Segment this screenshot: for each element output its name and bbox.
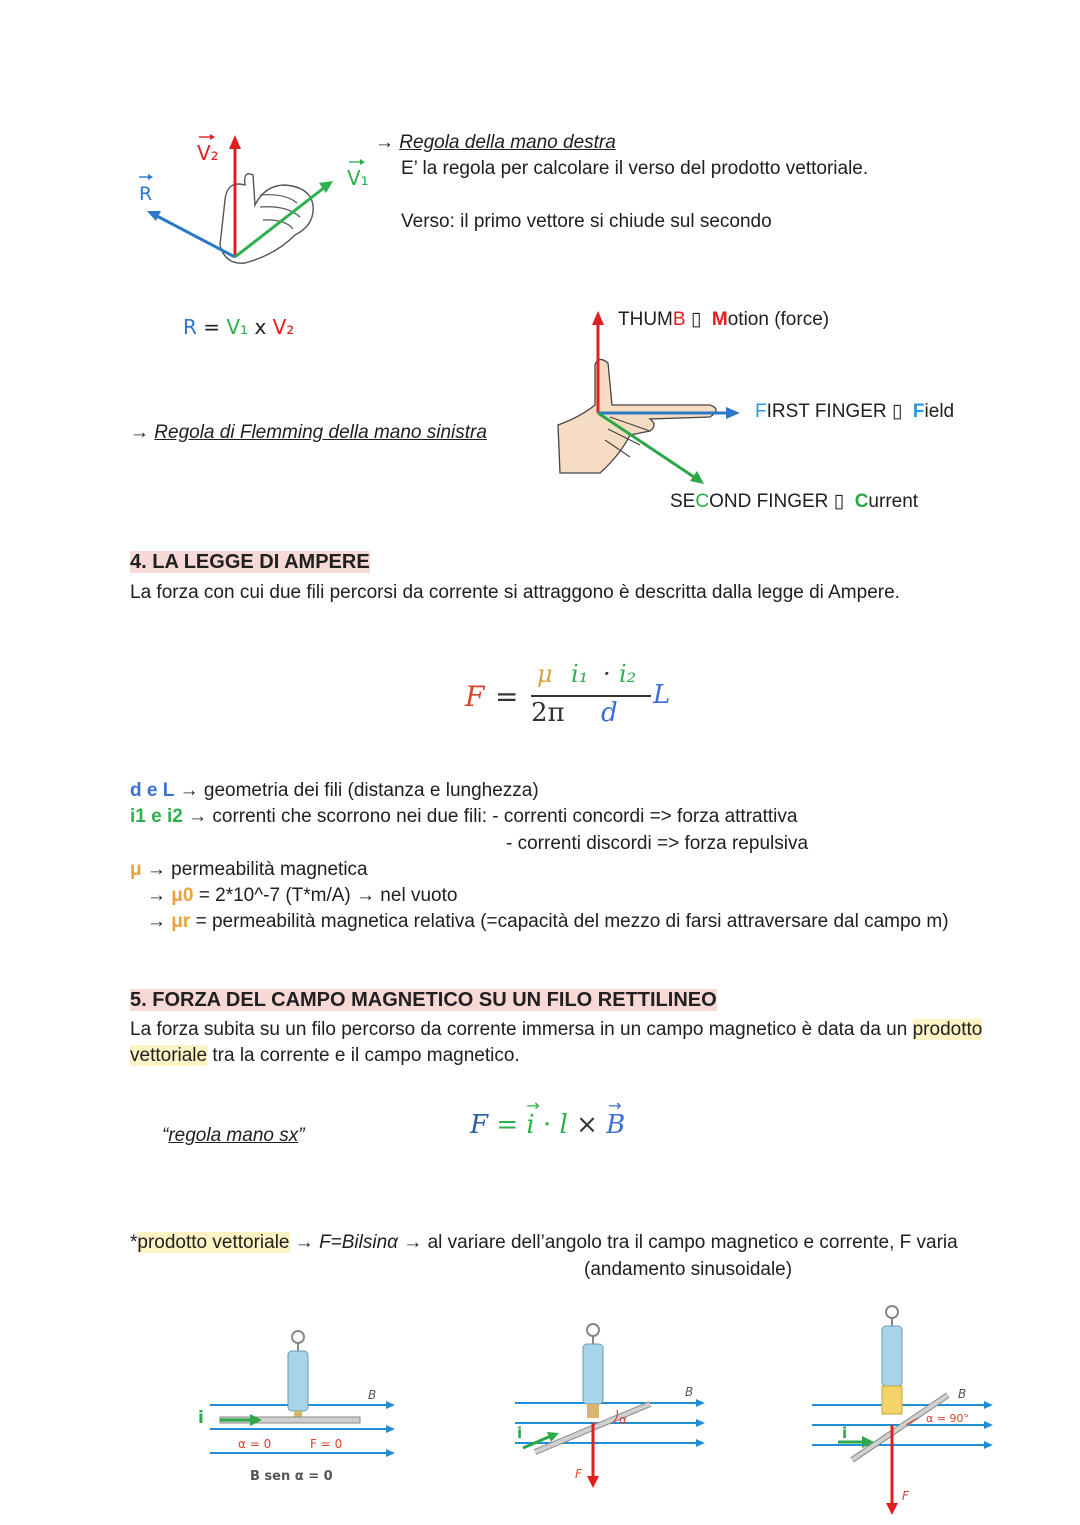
vector-product-note-2: (andamento sinusoidale) — [584, 1259, 793, 1280]
ampere-formula — [465, 660, 685, 740]
f-F: F — [465, 680, 485, 713]
f-eq: = — [495, 680, 519, 713]
label-v2: V₂ — [197, 141, 219, 165]
section5-intro-2: vettoriale tra la corrente e il campo magnetico. — [130, 1045, 520, 1066]
i-line: i1 e i2 → correnti che scorrono nei due fili: - correnti concordi => forza attrattiva — [130, 806, 798, 827]
f-d: d — [601, 698, 618, 728]
diag3-alpha: α = 90° — [926, 1412, 969, 1425]
rule-right-title: → Regola della mano destra — [375, 132, 616, 153]
box-glyph: ▯ — [833, 490, 845, 512]
f-i2: i₂ — [619, 660, 637, 688]
f-dot: · — [603, 660, 611, 688]
hand-sketch — [558, 359, 716, 473]
formula-x: x — [254, 315, 267, 339]
diag2-alpha: α — [619, 1413, 627, 1427]
i-line-2: - correnti discordi => forza repulsiva — [506, 833, 809, 854]
section4-heading: 4. LA LEGGE DI AMPERE — [130, 551, 370, 573]
f-i1: i₁ — [571, 660, 589, 688]
diagram-alpha-90 — [808, 1300, 1008, 1520]
first-finger-label: FIRST FINGER ▯ Field — [755, 400, 955, 422]
vector-product-note: *prodotto vettoriale → F=Bilsinα → al variare dell’angolo tra il campo magnetico e corrente, F varia — [130, 1232, 958, 1253]
cross-product-formula — [183, 314, 294, 340]
force-formula: F = i → · l × B → — [470, 1096, 626, 1140]
label-r: R — [139, 183, 153, 205]
diag1-b: B — [368, 1388, 377, 1402]
f-2pi: 2π — [531, 698, 565, 728]
mur-line: → μr = permeabilità magnetica relativa (=capacità del mezzo di farsi attraversare dal campo m) — [147, 911, 949, 932]
rule-left-title: → Regola di Flemming della mano sinistra — [130, 422, 487, 443]
rule-left-title-text: Regola di Flemming della mano sinistra — [154, 422, 487, 443]
diagram-alpha-generic — [505, 1318, 725, 1493]
diag3-b: B — [958, 1387, 967, 1401]
mu-line: μ → permeabilità magnetica — [130, 859, 368, 880]
formula-v1: V₁ — [226, 315, 249, 339]
formula-v2: V₂ — [272, 315, 295, 339]
rule-right-verso: Verso: il primo vettore si chiude sul secondo — [401, 211, 772, 232]
diag1-alpha: α = 0 — [238, 1437, 272, 1451]
rule-right-title-text: Regola della mano destra — [399, 132, 616, 153]
vec-i: i — [526, 1110, 535, 1140]
rule-sx: “regola mano sx” — [162, 1125, 305, 1146]
mu0-line: → μ0 = 2*10^-7 (T*m/A) → nel vuoto — [147, 885, 458, 906]
thumb-label: THUMB ▯ Motion (force) — [618, 308, 830, 330]
dl-line: d e L → geometria dei fili (distanza e lunghezza) — [130, 780, 539, 801]
diag1-force: F = 0 — [310, 1437, 343, 1451]
formula-eq: = — [203, 315, 221, 339]
fraction-bar — [531, 695, 651, 697]
formula-r: R — [183, 315, 197, 339]
f-L: L — [653, 680, 671, 710]
box-glyph: ▯ — [891, 400, 903, 422]
right-hand-figure — [125, 125, 395, 275]
box-glyph: ▯ — [690, 308, 702, 330]
diag2-b: B — [685, 1385, 694, 1399]
diag2-i: i — [517, 1424, 523, 1442]
section5-heading: 5. FORZA DEL CAMPO MAGNETICO SU UN FILO RETTILINEO — [130, 989, 717, 1011]
diagram-alpha-0 — [190, 1325, 410, 1490]
diag3-force: F — [902, 1489, 909, 1503]
rule-right-desc: E’ la regola per calcolare il verso del prodotto vettoriale. — [401, 158, 869, 179]
second-finger-label: SECOND FINGER ▯ Current — [670, 490, 919, 512]
f-mu: μ — [537, 660, 553, 688]
section4-intro: La forza con cui due fili percorsi da corrente si attraggono è descritta dalla legge di Ampere. — [130, 582, 900, 603]
vec-b: B — [606, 1110, 626, 1140]
diag3-i: i — [842, 1424, 848, 1442]
diag1-i: i — [198, 1408, 204, 1428]
section5-intro: La forza subita su un filo percorso da corrente immersa in un campo magnetico è data da un prodotto — [130, 1019, 983, 1040]
label-v1: V₁ — [347, 166, 369, 190]
diag1-caption: B sen α = 0 — [250, 1469, 333, 1484]
diag2-force: F — [575, 1467, 582, 1481]
